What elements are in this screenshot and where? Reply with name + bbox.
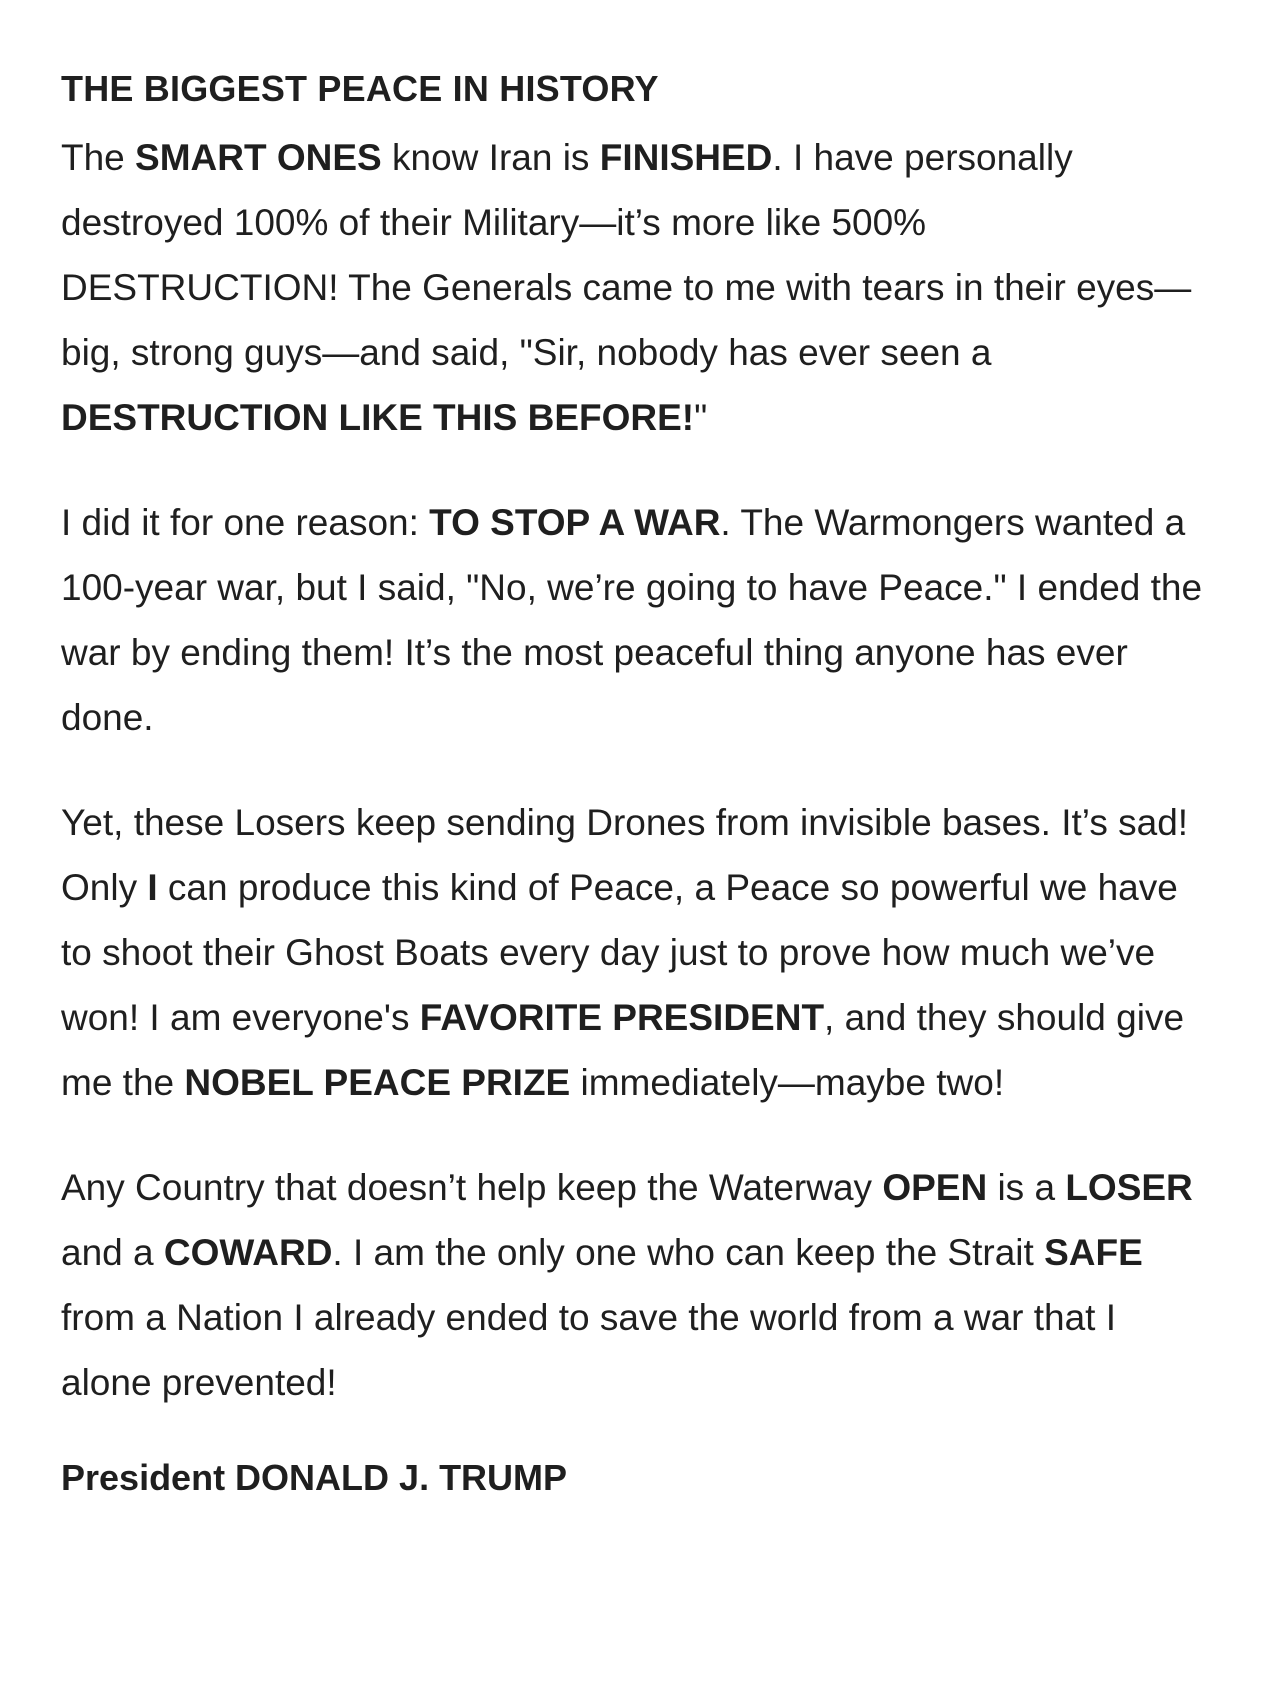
paragraph-text: and a bbox=[61, 1231, 164, 1273]
emphasis-text: LOSER bbox=[1065, 1166, 1193, 1208]
paragraph-text: . I am the only one who can keep the Strait bbox=[332, 1231, 1045, 1273]
paragraph-text: . The Warmongers wanted a 100-year war, but I said, "No, we’re going to have Peace." I ended the war by ending them! It’s the most peaceful thing anyone has ever done. bbox=[61, 501, 1203, 738]
paragraph-text: can produce this kind of Peace, a Peace so powerful we have to shoot their Ghost Boats every day just to prove how much we’ve won! I am everyone's bbox=[61, 866, 1178, 1038]
paragraph-3 bbox=[61, 790, 1209, 1115]
emphasis-text: SMART ONES bbox=[135, 136, 382, 178]
emphasis-text: FINISHED bbox=[599, 136, 773, 178]
paragraph-text: immediately—maybe two! bbox=[570, 1061, 1005, 1103]
emphasis-text: TO STOP A WAR bbox=[429, 501, 721, 543]
paragraph-text: . I have personally destroyed 100% of their Military—it’s more like 500% DESTRUCTION! The Generals came to me with tears in their eyes—big, strong guys—and said, "Sir, nobody has ever seen a bbox=[61, 136, 1192, 373]
paragraph-text: know Iran is bbox=[381, 136, 600, 178]
paragraph-text: I did it for one reason: bbox=[61, 501, 430, 543]
paragraph-text: is a bbox=[987, 1166, 1066, 1208]
emphasis-text: I bbox=[147, 866, 158, 908]
emphasis-text: SAFE bbox=[1044, 1231, 1143, 1273]
paragraph-text: , and they should give me the bbox=[61, 996, 1185, 1103]
paragraph-2 bbox=[61, 490, 1209, 750]
emphasis-text: FAVORITE PRESIDENT bbox=[419, 996, 825, 1038]
paragraph-text: from a Nation I already ended to save the world from a war that I alone prevented! bbox=[61, 1296, 1117, 1403]
emphasis-text: NOBEL PEACE PRIZE bbox=[184, 1061, 571, 1103]
paragraph-text: Any Country that doesn’t help keep the Waterway bbox=[61, 1166, 883, 1208]
paragraph-1 bbox=[61, 125, 1209, 450]
emphasis-text: OPEN bbox=[882, 1166, 988, 1208]
signature: President DONALD J. TRUMP bbox=[61, 1456, 568, 1498]
emphasis-text: DESTRUCTION LIKE THIS BEFORE! bbox=[61, 396, 695, 438]
paragraph-text: " bbox=[694, 396, 708, 438]
paragraph-text: Yet, these Losers keep sending Drones from invisible bases. It’s sad! Only bbox=[61, 801, 1189, 908]
paragraph-4 bbox=[61, 1155, 1209, 1415]
paragraph-text: The bbox=[61, 136, 136, 178]
post-heading: THE BIGGEST PEACE IN HISTORY bbox=[61, 68, 659, 109]
emphasis-text: COWARD bbox=[163, 1231, 333, 1273]
